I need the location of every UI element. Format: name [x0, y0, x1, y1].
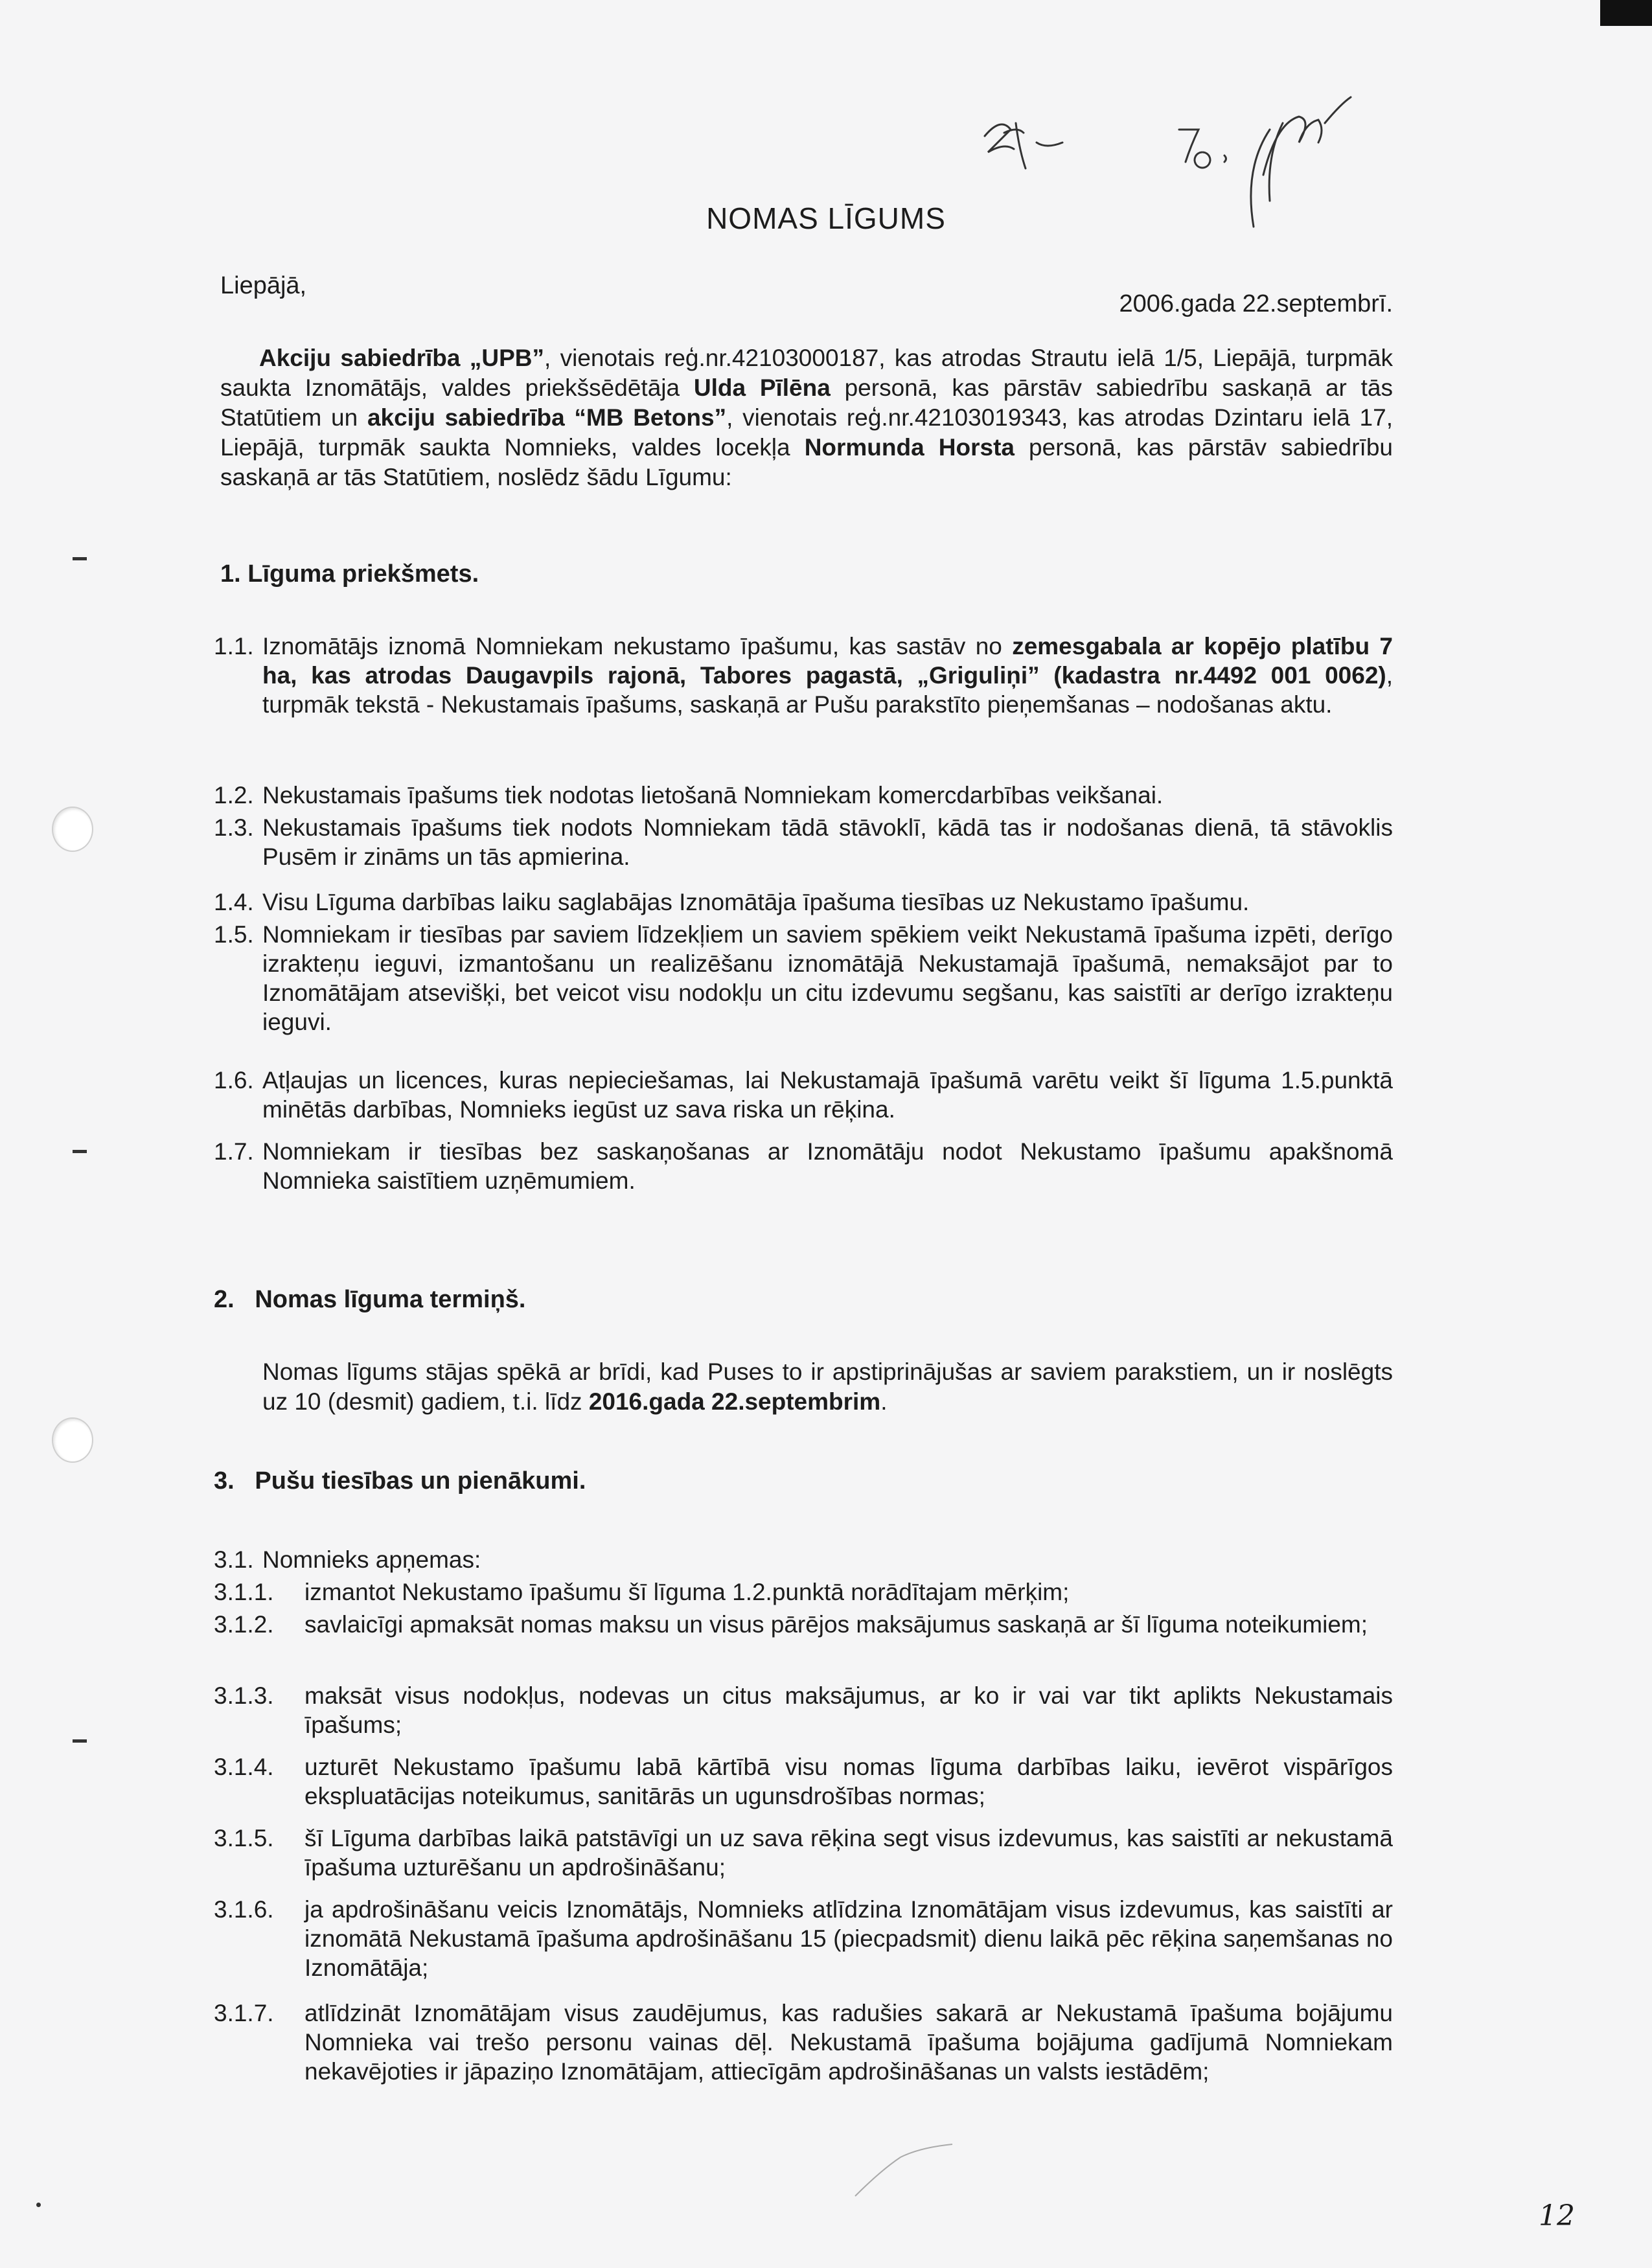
- punch-hole-top: [52, 807, 93, 852]
- section-1-heading: 1. Līguma priekšmets.: [220, 560, 479, 588]
- document-title: NOMAS LĪGUMS: [706, 201, 946, 235]
- margin-mark: [36, 2203, 41, 2207]
- margin-mark: [73, 1150, 87, 1153]
- lessor-name: Akciju sabiedrība „UPB”: [259, 345, 544, 371]
- lessee-name: akciju sabiedrība “MB Betons”: [367, 404, 727, 431]
- term-paragraph: Nomas līgums stājas spēkā ar brīdi, kad Puses to ir apstiprinājušas ar saviem parakstiem, un ir noslēgts uz 10 (desmit) gadiem, t.i. līdz 2016.gada 22.septembrim.: [262, 1358, 1393, 1415]
- punch-hole-bottom: [52, 1417, 93, 1463]
- contract-place: Liepājā,: [220, 272, 307, 299]
- section-3-heading: 3. Pušu tiesības un pienākumi.: [214, 1467, 586, 1495]
- margin-mark: [73, 557, 87, 560]
- property-description: zemesgabala ar kopējo platību 7 ha, kas atrodas Daugavpils rajonā, Tabores pagastā, „Griguliņi” (kadastra nr.4492 001 0062): [262, 633, 1393, 689]
- contract-date: 2006.gada 22.septembrī.: [1119, 290, 1393, 317]
- scan-edge: [1600, 0, 1652, 26]
- lessee-representative: Normunda Horsta: [804, 434, 1015, 461]
- page-number: 12: [1539, 2199, 1575, 2232]
- margin-mark: [73, 1739, 87, 1743]
- term-end-date: 2016.gada 22.septembrim: [588, 1388, 881, 1415]
- lessor-representative: Ulda Pīlēna: [693, 374, 831, 401]
- preamble-paragraph: Akciju sabiedrība „UPB”, vienotais reģ.nr.42103000187, kas atrodas Strautu ielā 1/5, Liepājā, turpmāk saukta Iznomātājs, valdes priekšsēdētāja Ulda Pīlēna personā, kas pārstāv sabiedrību saskaņā ar tās Statūtiem un akciju sabiedrība “MB Betons”, vienotais reģ.nr.42103019343, kas atrodas Dzintaru ielā 17, Liepājā, turpmāk saukta Nomnieks, valdes locekļa Normunda Horsta personā, kas pārstāv sabiedrību saskaņā ar tās Statūtiem, noslēdz šādu Līgumu:: [220, 345, 1393, 490]
- document-page: NOMAS LĪGUMS Liepājā, 2006.gada 22.septembrī. Akciju sabiedrība „UPB”, vienotais reģ.nr.42103000187, kas atrodas Strautu ielā 1/5, Liepājā, turpmāk saukta Iznomātājs, valdes priekšsēdētāja Ulda Pīlēna personā, kas pārstāv sabiedrību saskaņā ar tās Statūtiem un akciju sabiedrība “MB Betons”, vienotais reģ.nr.42103019343, kas atrodas Dzintaru ielā 17, Liepājā, turpmāk saukta Nomnieks, valdes locekļa Normunda Horsta personā, kas pārstāv sabiedrību saskaņā ar tās Statūtiem, noslēdz šādu Līgumu: 1. Līguma priekšmets. 1.1. Iznomātājs iznomā Nomniekam nekustamo īpašumu, kas sastāv no zemesgabala ar kopējo platību 7 ha, kas atrodas Daugavpils rajonā, Tabores pagastā, „Griguliņi” (kadastra nr.4492 001 0062), turpmāk tekstā - Nekustamais īpašums, saskaņā ar Pušu parakstīto pieņemšanas – nodošanas aktu. 1.2. Nekustamais īpašums tiek nodotas lietošanā Nomniekam komercdarbības veikšanai. 1.3. Nekustamais īpašums tiek nodots Nomniekam tādā stāvoklī, kādā tas ir nodošanas dienā, tā stāvoklis Pusēm ir zināms un tās apmierina. 1.4. Visu Līguma darbības laiku saglabājas Iznomātāja īpašuma tiesības uz Nekustamo īpašumu. 1.5. Nomniekam ir tiesības par saviem līdzekļiem un saviem spēkiem veikt Nekustamā īpašuma izpēti, derīgo izrakteņu ieguvi, izmantošanu un realizēšanu iznomātājā Nekustamajā īpašumā, nemaksājot par to Iznomātājam atsevišķi, bet veicot visu nodokļu un citu izdevumu segšanu, kas saistīti ar derīgo izrakteņu ieguvi. 1.6. Atļaujas un licences, kuras nepieciešamas, lai Nekustamajā īpašumā varētu veikt šī līguma 1.5.punktā minētās darbības, Nomnieks iegūst uz sava riska un rēķina. 1.7. Nomniekam ir tiesības bez saskaņošanas ar Iznomātāju nodot Nekustamo īpašumu apakšnomā Nomnieka saistītiem uzņēmumiem. 2. Nomas līguma termiņš. Nomas līgums stājas spēkā ar brīdi, kad Puses to ir apstiprinājušas ar saviem parakstiem, un ir noslēgts uz 10 (desmit) gadiem, t.i. līdz 2016.gada 22.septembrim. 3. Pušu tiesības un pienākumi. 3.1. Nomnieks apņemas: 3.1.1. izmantot Nekustamo īpašumu šī līguma 1.2.punktā norādītajam mērķim; 3.1.2. savlaicīgi apmaksāt nomas maksu un visus pārējos maksājumus saskaņā ar šī līguma noteikumiem; 3.1.3. maksāt visus nodokļus, nodevas un citus maksājumus, ar ko ir vai var tikt aplikts Nekustamais īpašums; 3.1.4. uzturēt Nekustamo īpašumu labā kārtībā visu nomas līguma darbības laiku, ievērot vispārīgos ekspluatācijas noteikumus, sanitārās un ugunsdrošības normas; 3.1.5. šī Līguma darbības laikā patstāvīgi un uz sava rēķina segt visus izdevumus, kas saistīti ar nekustamā īpašuma uzturēšanu un apdrošināšanu; 3.1.6. ja apdrošināšanu veicis Iznomātājs, Nomnieks atlīdzina Iznomātājam visus izdevumus, kas saistīti ar iznomātā Nekustamā īpašuma apdrošināšanu 15 (piecpadsmit) dienu laikā pēc rēķina saņemšanas no Iznomātāja; 3.1.7. atlīdzināt Iznomātājam visus zaudējumus, kas radušies sakarā ar Nekustamā īpašuma bojājumu Nomnieka vai trešo personu vainas dēļ. Nekustamā īpašuma bojājuma gadījumā Nomniekam nekavējoties ir jāpaziņo Iznomātājam, attiecīgām apdrošināšanas un valsts iestādēm; 12: [0, 0, 1652, 2268]
- section-2-heading: 2. Nomas līguma termiņš.: [214, 1286, 526, 1313]
- faint-scribble: [842, 2131, 972, 2209]
